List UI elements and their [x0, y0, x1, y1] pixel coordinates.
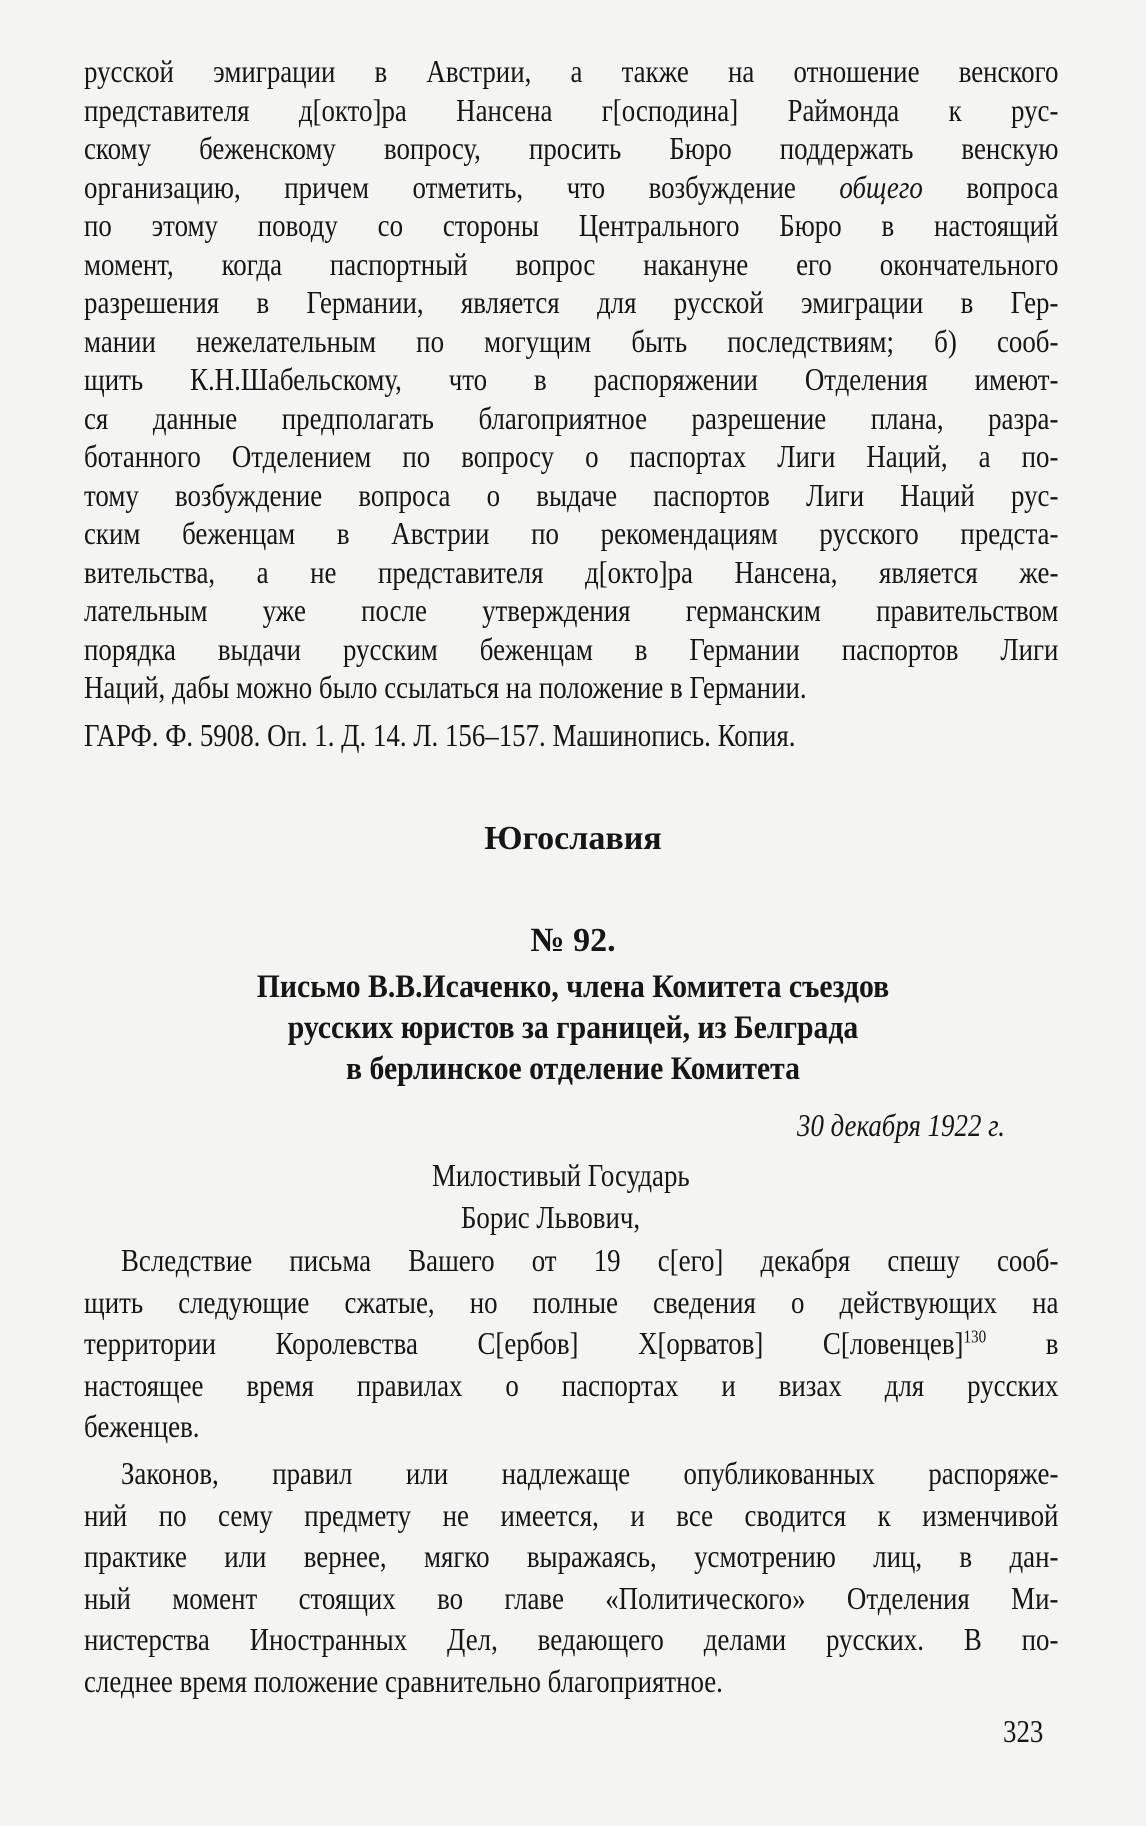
text-line: ботанного Отделением по вопросу о паспортах Лиги Наций, а по- — [84, 438, 1059, 474]
italic-word: общего — [839, 168, 923, 205]
text-line: русской эмиграции в Австрии, а также на отношение венского — [84, 53, 1059, 89]
letter-paragraph-2 — [84, 1453, 1058, 1703]
document-number: № 92. — [530, 922, 616, 959]
text-line: скому беженскому вопросу, просить Бюро поддержать венскую — [84, 130, 1059, 166]
salutation-line: Борис Львович, — [461, 1199, 641, 1235]
salutation-line: Милостивый Государь — [432, 1157, 690, 1193]
text-line: щить К.Н.Шабельскому, что в распоряжении Отделения имеют- — [84, 361, 1059, 397]
text-line: нистерства Иностранных Дел, ведающего делами русских. В по- — [84, 1621, 1059, 1658]
text-line: настоящее время правилах о паспортах и визах для русских — [84, 1366, 1059, 1403]
document-date: 30 декабря 1922 г. — [797, 1107, 1005, 1143]
text-line: тому возбуждение вопроса о выдаче паспортов Лиги Наций рус- — [84, 476, 1059, 513]
text-line: следнее время положение сравнительно благоприятное. — [84, 1662, 723, 1699]
text-line: представителя д[окто]ра Нансена г[осподина] Раймонда к рус- — [84, 91, 1059, 128]
text-line: ским беженцам в Австрии по рекомендациям русского предста- — [84, 515, 1059, 551]
text-line — [84, 1323, 1058, 1365]
page-number: 323 — [1003, 1713, 1044, 1749]
footnote-reference: 130 — [963, 1326, 987, 1347]
text-span: организацию, причем отметить, что возбуждение — [84, 168, 796, 205]
text-line: ный момент стоящих во главе «Политического» Отделения Ми- — [84, 1579, 1059, 1616]
text-line — [84, 168, 1058, 207]
text-line: ся данные предполагать благоприятное разрешение плана, разра- — [84, 399, 1059, 436]
text-line: щить следующие сжатые, но полные сведения о действующих на — [84, 1283, 1059, 1320]
text-line: Вследствие письма Вашего от 19 с[его] декабря спешу сооб- — [120, 1242, 1059, 1278]
text-line: ний по сему предмету не имеется, и все сводится к изменчивой — [84, 1496, 1059, 1533]
letter-paragraph-1 — [84, 1240, 1058, 1448]
text-line: практике или вернее, мягко выражаясь, усмотрению лиц, в дан- — [84, 1538, 1059, 1575]
text-line: момент, когда паспортный вопрос накануне его окончательного — [84, 245, 1059, 282]
document-title-line: в берлинское отделение Комитета — [346, 1051, 800, 1087]
text-line: разрешения в Германии, является для русской эмиграции в Гер- — [84, 284, 1059, 320]
text-line: лательным уже после утверждения германским правительством — [84, 592, 1059, 628]
text-line: мании нежелательным по могущим быть последствиям; б) сооб- — [84, 322, 1059, 359]
text-line: беженцев. — [84, 1408, 200, 1445]
text-line: по этому поводу со стороны Центрального Бюро в настоящий — [84, 207, 1059, 243]
document-title-line: Письмо В.В.Исаченко, члена Комитета съездов — [256, 969, 890, 1005]
text-line: Законов, правил или надлежаще опубликованных распоряже- — [120, 1455, 1059, 1491]
archive-reference: ГАРФ. Ф. 5908. Оп. 1. Д. 14. Л. 156–157. Машинопись. Копия. — [84, 717, 796, 753]
text-span: в — [986, 1325, 1059, 1362]
text-line: Наций, дабы можно было ссылаться на положение в Германии. — [84, 669, 807, 705]
top-paragraph — [84, 52, 1058, 707]
text-line: вительства, а не представителя д[окто]ра Нансена, является же- — [84, 553, 1059, 590]
document-title-line: русских юристов за границей, из Белграда — [287, 1010, 859, 1046]
text-span: территории Королевства С[ербов] Х[орватов] С[ловенцев] — [84, 1325, 964, 1362]
section-heading: Югославия — [484, 820, 662, 857]
text-span: вопроса — [922, 168, 1059, 205]
text-line: порядка выдачи русским беженцам в Германии паспортов Лиги — [84, 630, 1059, 667]
